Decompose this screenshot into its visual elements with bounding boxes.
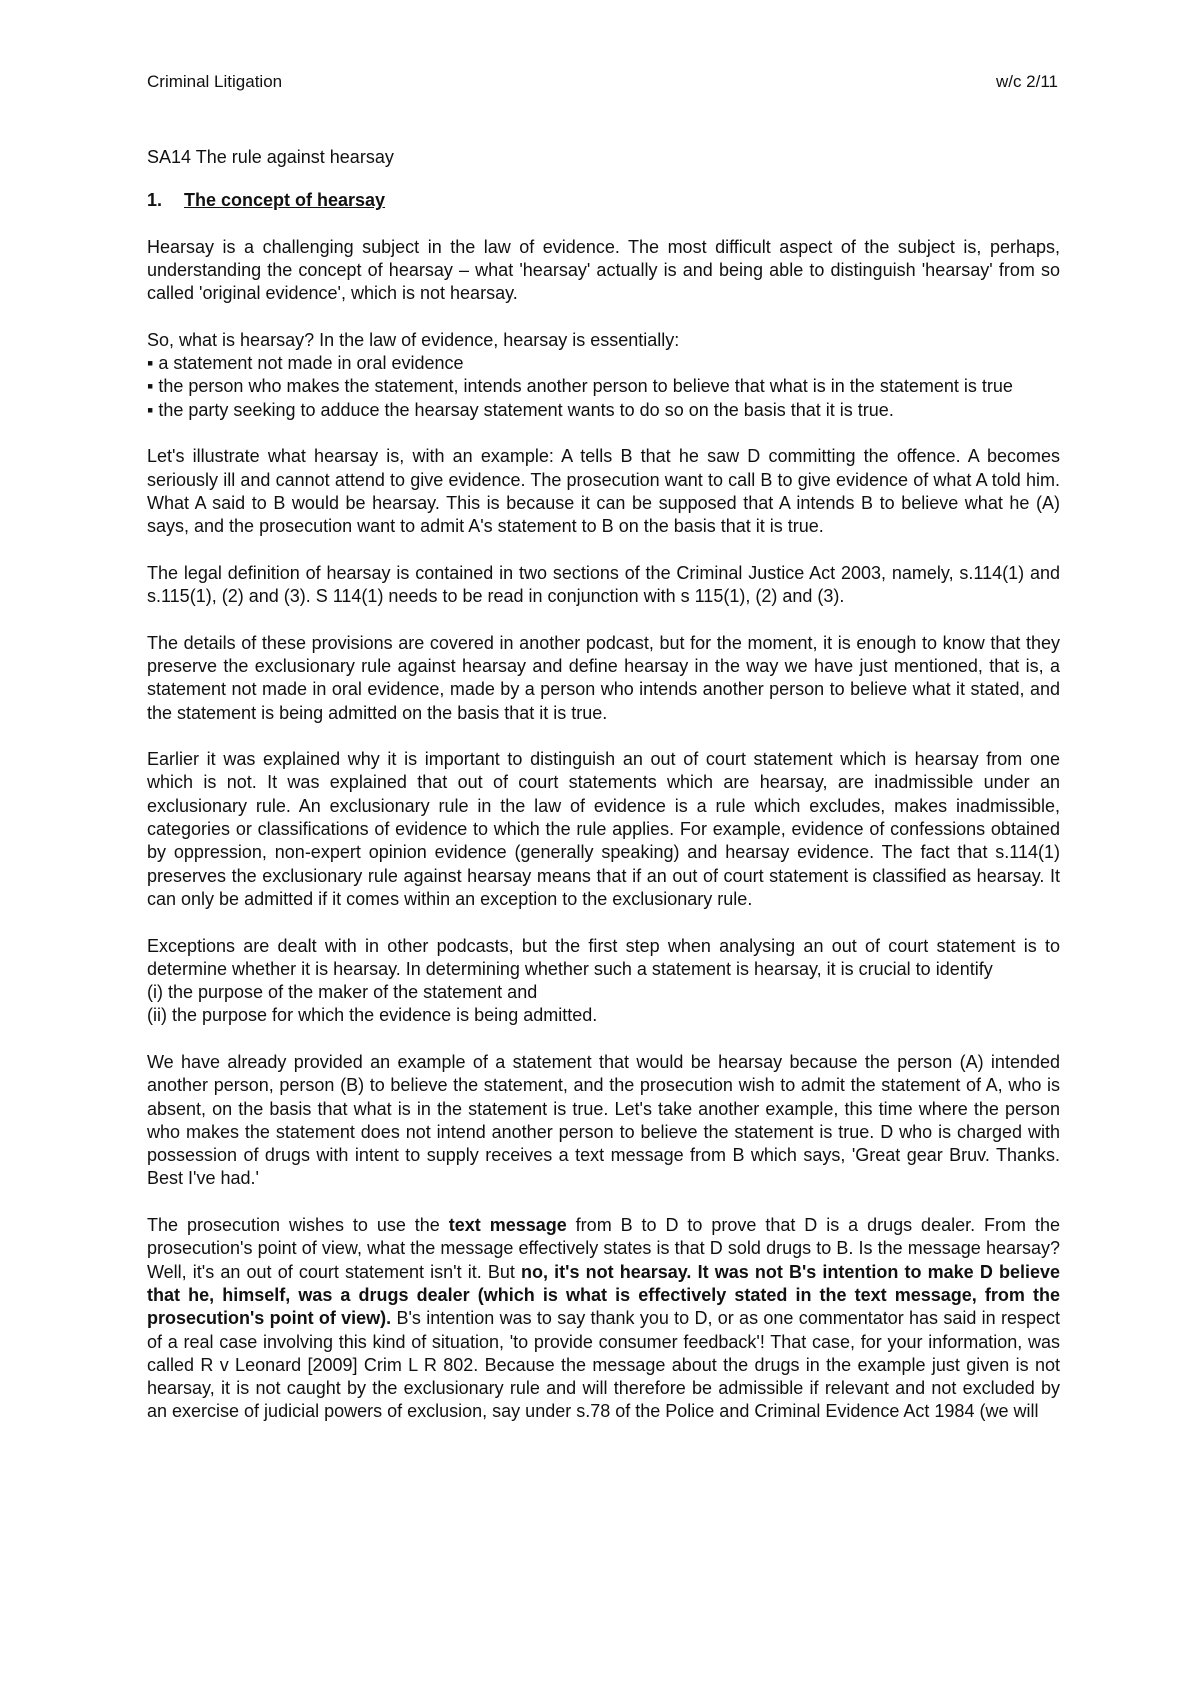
paragraph-9-part-e: B's intention was to say thank you to D, or as one commentator has said in respect of a real case involving this kind of situation, 'to provide consumer feedback'! That case, for your information, was called R v Leonard [2009] Crim L R 802. Because the message about the drugs in the example just given is not hearsay, it is not caught by the exclusionary rule and will therefore be admissible if relevant and not excluded by an exercise of judicial powers of exclusion, say under s.78 of the Police and Criminal Evidence Act 1984 (we will	[147, 1308, 1060, 1422]
bullet-item-1: ▪ a statement not made in oral evidence	[147, 353, 464, 374]
document-title: SA14 The rule against hearsay	[147, 147, 394, 167]
paragraph-7	[147, 935, 1060, 1028]
section-heading	[147, 189, 1060, 212]
bullet-item-2: ▪ the person who makes the statement, intends another person to believe that what is in the statement is true	[147, 376, 1013, 397]
paragraph-3: Let's illustrate what hearsay is, with an example: A tells B that he saw D committing the offence. A becomes seriously ill and cannot attend to give evidence. The prosecution want to call B to give evidence of what A told him. What A said to B would be hearsay. This is because it can be supposed that A intends B to believe what he (A) says, and the prosecution want to admit A's statement to B on the basis that it is true.	[147, 446, 1060, 537]
paragraph-8: We have already provided an example of a statement that would be hearsay because the person (A) intended another person, person (B) to believe the statement, and the prosecution wish to admit the statement of A, who is absent, on the basis that what is in the statement is true. Let's take another example, this time where the person who makes the statement does not intend another person to believe the statement is true. D who is charged with possession of drugs with intent to supply receives a text message from B which says, 'Great gear Bruv. Thanks. Best I've had.'	[147, 1051, 1060, 1189]
paragraph-2	[147, 329, 1060, 422]
header-week: w/c 2/11	[995, 72, 1058, 91]
bullet-item-3: ▪ the party seeking to adduce the hearsay statement wants to do so on the basis that it is true.	[147, 399, 894, 420]
header-course: Criminal Litigation	[147, 72, 283, 91]
paragraph-4: The legal definition of hearsay is contained in two sections of the Criminal Justice Act 2003, namely, s.114(1) and s.115(1), (2) and (3). S 114(1) needs to be read in conjunction with s 115(1), (2) and (3).	[147, 562, 1060, 607]
page-header	[147, 72, 1058, 92]
list-item-i: (i) the purpose of the maker of the statement and	[147, 982, 538, 1003]
paragraph-9	[147, 1214, 1060, 1424]
section-number: 1.	[147, 190, 163, 211]
paragraph-9-part-a: The prosecution wishes to use the	[147, 1215, 449, 1236]
section-title: The concept of hearsay	[184, 190, 386, 211]
document-body	[147, 146, 1060, 1447]
paragraph-9-part-c: from B to D to prove that D is a drugs dealer. From the prosecution's point of view, what the message effectively states is that D sold drugs to B. Is the message hearsay? Well, it's an out of court statement isn't it. But	[147, 1215, 1060, 1282]
bold-text-message: text message	[448, 1215, 567, 1236]
paragraph-2-intro: So, what is hearsay? In the law of evidence, hearsay is essentially:	[147, 329, 680, 350]
paragraph-5: The details of these provisions are covered in another podcast, but for the moment, it is enough to know that they preserve the exclusionary rule against hearsay and define hearsay in the way we have just mentioned, that is, a statement not made in oral evidence, made by a person who intends another person to believe what it stated, and the statement is being admitted on the basis that it is true.	[147, 632, 1060, 723]
paragraph-6: Earlier it was explained why it is important to distinguish an out of court statement which is hearsay from one which is not. It was explained that out of court statements which are hearsay, are inadmissible under an exclusionary rule. An exclusionary rule in the law of evidence is a rule which excludes, makes inadmissible, categories or classifications of evidence to which the rule applies. For example, evidence of confessions obtained by oppression, non-expert opinion evidence (generally speaking) and hearsay evidence. The fact that s.114(1) preserves the exclusionary rule against hearsay means that if an out of court statement is classified as hearsay. It can only be admitted if it comes within an exception to the exclusionary rule.	[147, 749, 1060, 909]
list-item-ii: (ii) the purpose for which the evidence is being admitted.	[147, 1005, 598, 1026]
paragraph-1: Hearsay is a challenging subject in the law of evidence. The most difficult aspect of the subject is, perhaps, understanding the concept of hearsay – what 'hearsay' actually is and being able to distinguish 'hearsay' from so called 'original evidence', which is not hearsay.	[147, 236, 1060, 304]
paragraph-7-main: Exceptions are dealt with in other podcasts, but the first step when analysing an out of court statement is to determine whether it is hearsay. In determining whether such a statement is hearsay, it is crucial to identify	[147, 935, 1060, 979]
bold-not-hearsay: no, it's not hearsay. It was not B's intention to make D believe that he, himself, was a drugs dealer (which is what is effectively stated in the text message, from the prosecution's point of view).	[147, 1261, 1060, 1329]
